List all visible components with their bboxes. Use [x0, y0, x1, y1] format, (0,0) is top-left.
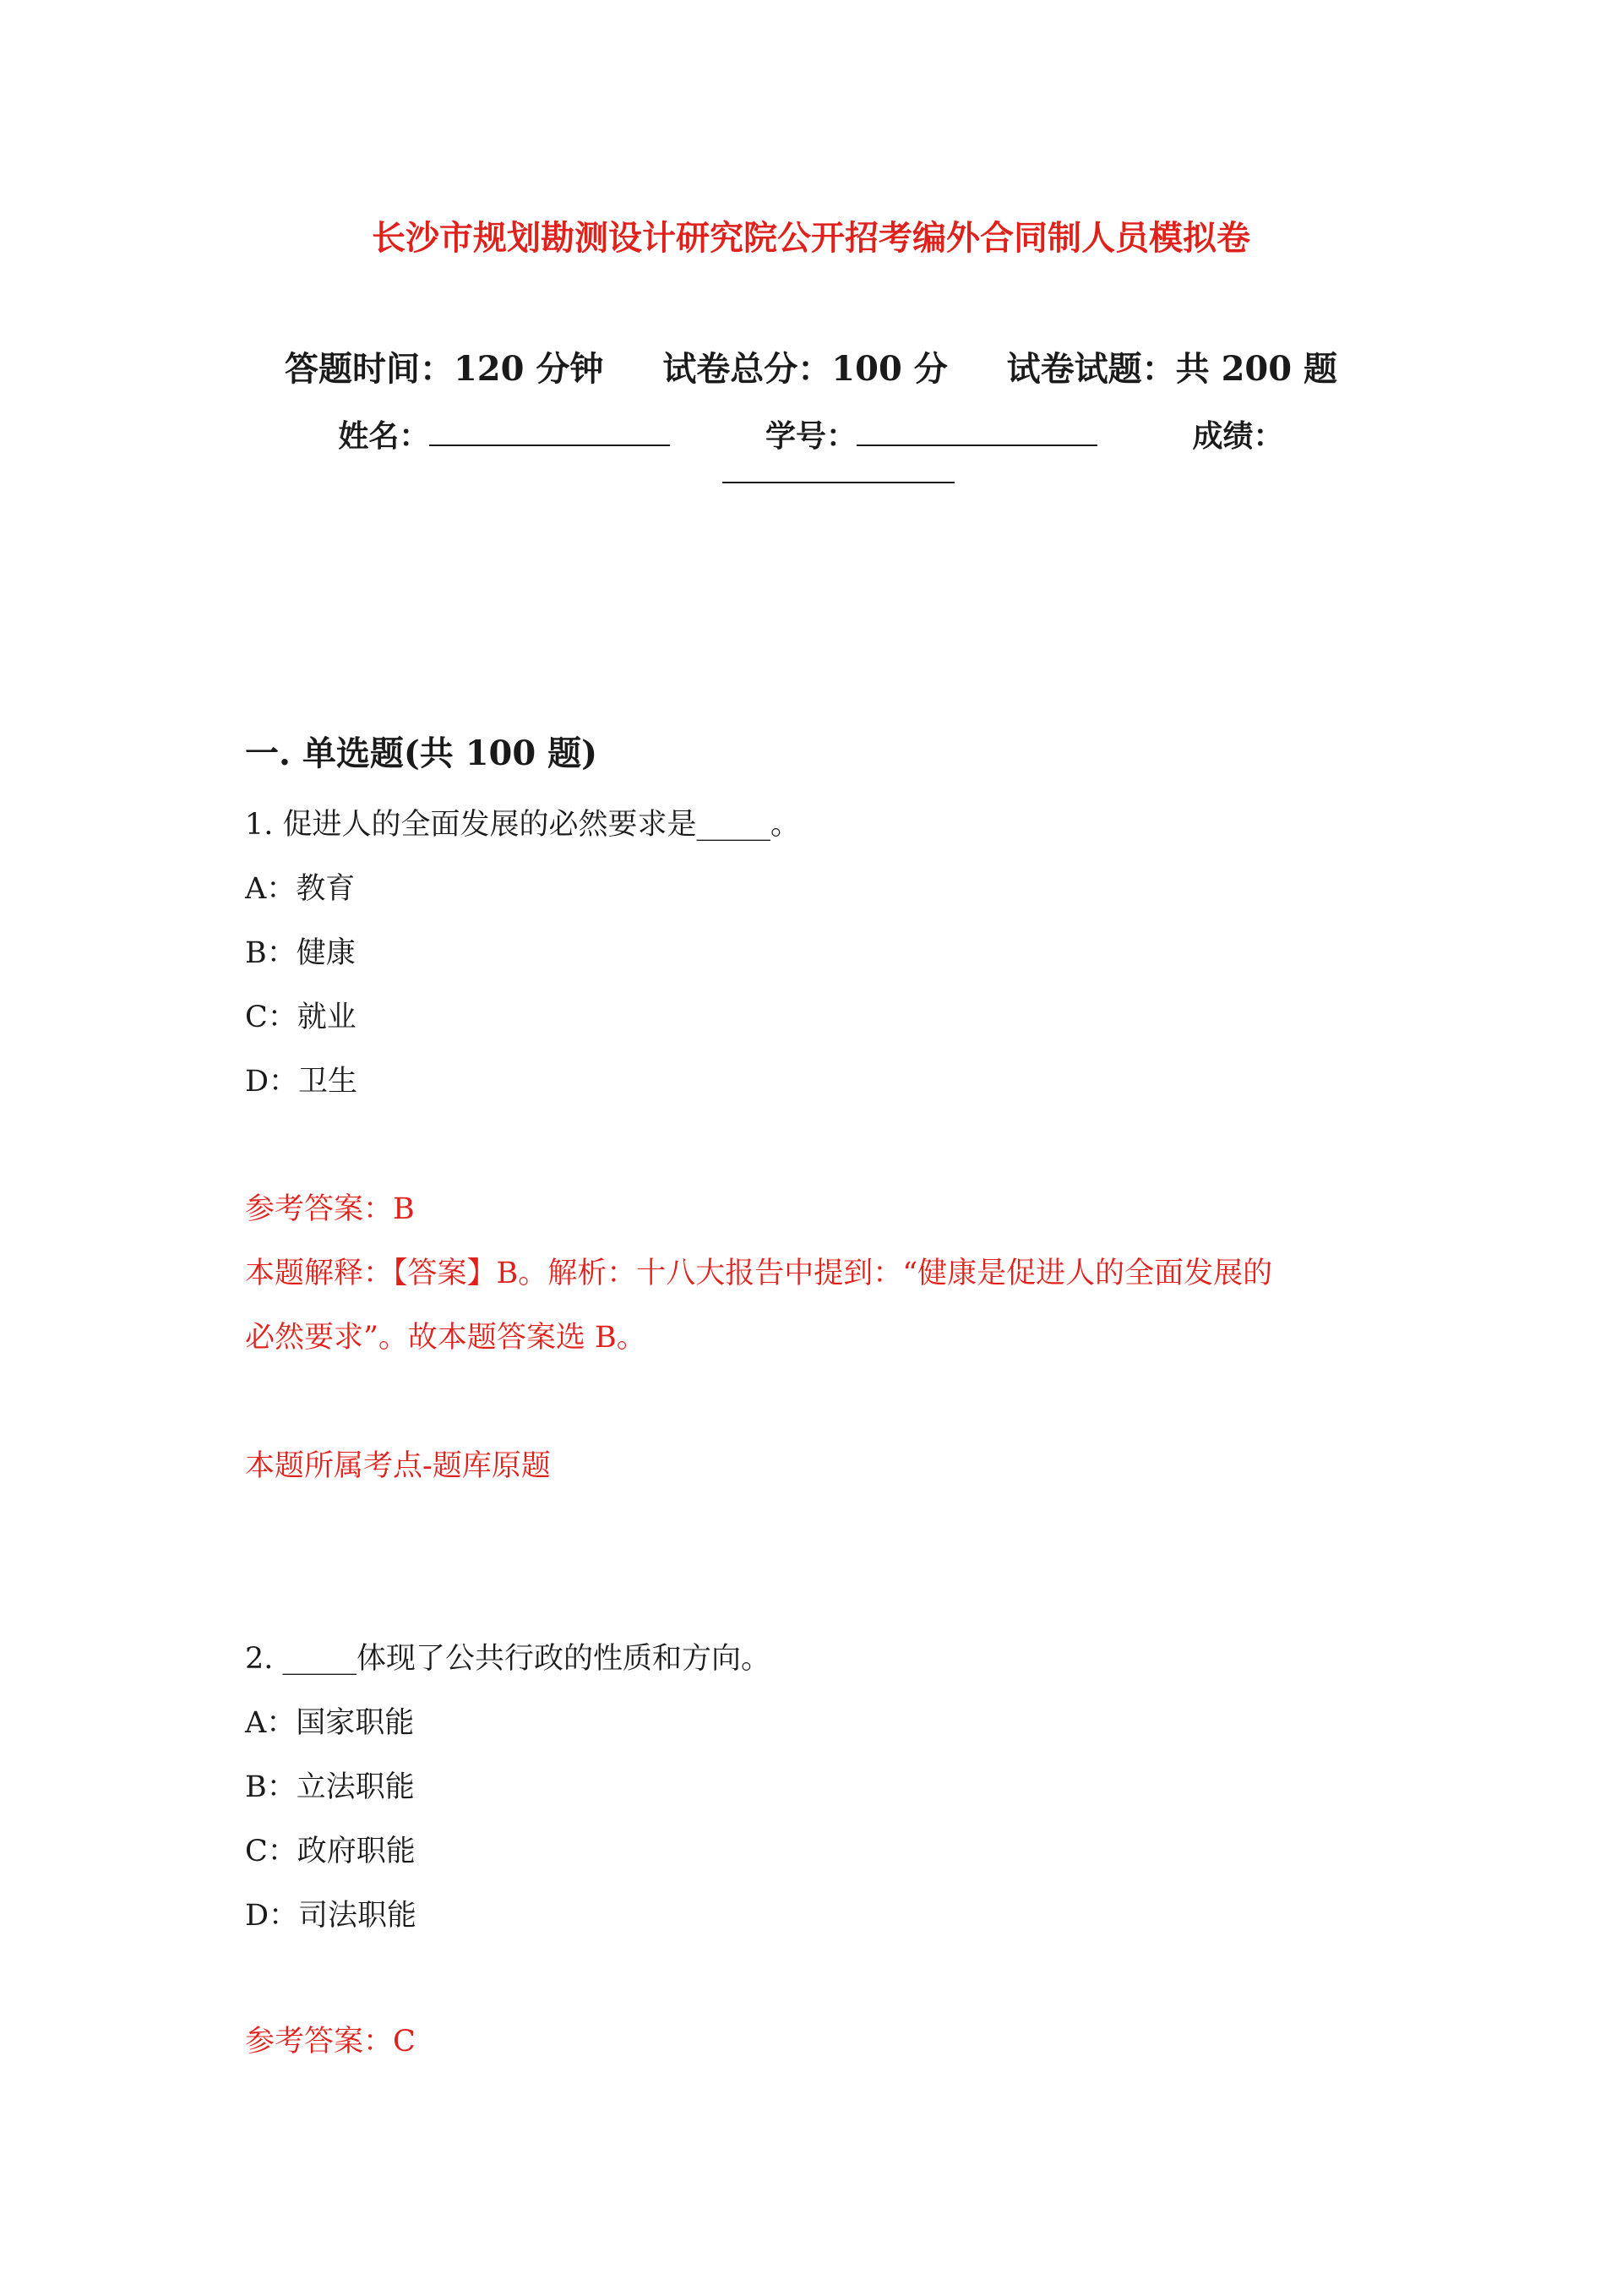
exam-info-row — [0, 342, 1622, 390]
name-blank[interactable] — [429, 419, 670, 446]
student-info-row — [0, 412, 1622, 455]
reference-answer: 参考答案：C — [245, 2025, 416, 2059]
option-a: A：国家职能 — [245, 1706, 415, 1740]
question-count: 试卷试题：共 200 题 — [1006, 349, 1338, 389]
id-blank[interactable] — [857, 419, 1097, 446]
reference-answer: 参考答案：B — [245, 1192, 415, 1226]
answer-block-1 — [245, 1177, 1385, 1370]
question-stem: 2. _____体现了公共行政的性质和方向。 — [245, 1642, 771, 1676]
option-b: B：健康 — [245, 936, 356, 970]
question-1 — [245, 793, 1385, 1114]
exam-title: 长沙市规划勘测设计研究院公开招考编外合同制人员模拟卷 — [372, 218, 1250, 258]
option-a: A：教育 — [245, 872, 356, 906]
explanation-line-2: 必然要求”。故本题答案选 B。 — [245, 1321, 646, 1355]
id-field — [765, 412, 1097, 455]
option-c: C：就业 — [245, 1001, 357, 1034]
option-b: B：立法职能 — [245, 1770, 415, 1804]
grade-field — [1193, 412, 1284, 455]
question-stem: 1. 促进人的全面发展的必然要求是_____。 — [245, 808, 801, 842]
name-label: 姓名： — [338, 418, 430, 454]
option-c: C：政府职能 — [245, 1835, 416, 1868]
name-field — [338, 412, 670, 455]
total-score: 试卷总分：100 分 — [662, 349, 948, 389]
grade-label: 成绩： — [1192, 418, 1284, 454]
explanation-line-1: 本题解释：【答案】B。解析：十八大报告中提到：“健康是促进人的全面发展的 — [245, 1257, 1273, 1290]
id-label: 学号： — [765, 418, 857, 454]
section-heading: 一. 单选题(共 100 题) — [245, 734, 598, 773]
answer-time: 答题时间：120 分钟 — [284, 349, 604, 389]
knowledge-point-1 — [245, 1434, 1385, 1498]
answer-block-2 — [245, 2010, 1385, 2074]
option-d: D：卫生 — [245, 1065, 358, 1099]
question-2 — [245, 1627, 1385, 1948]
knowledge-point: 本题所属考点-题库原题 — [245, 1449, 551, 1483]
grade-blank[interactable] — [722, 482, 955, 483]
option-d: D：司法职能 — [245, 1899, 417, 1933]
